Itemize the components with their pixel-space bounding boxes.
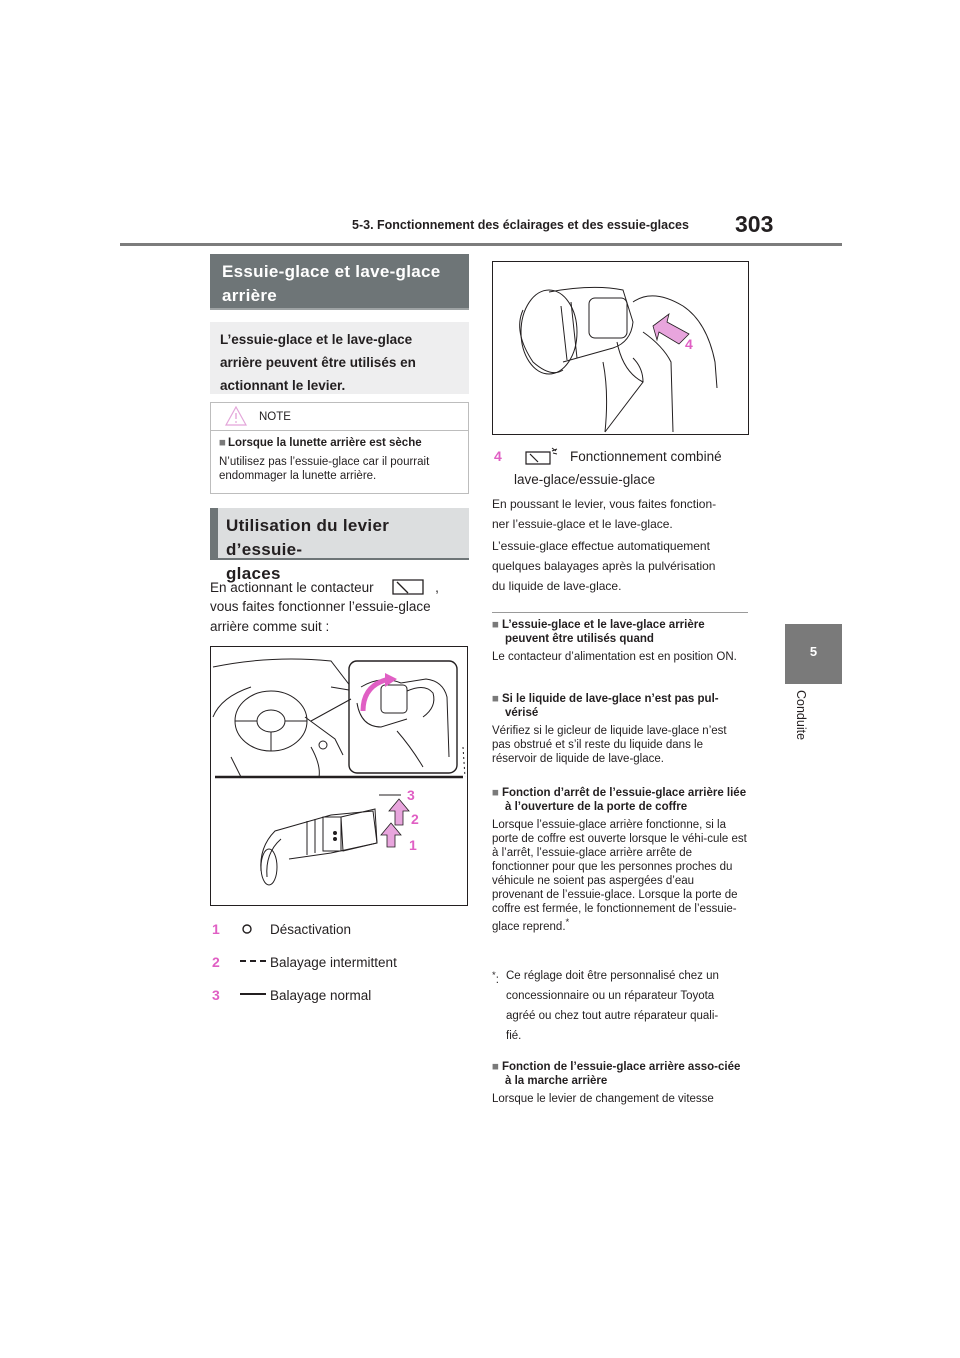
rear-wiper-switch-icon	[391, 576, 425, 596]
chapter-tab-label-wrap	[792, 690, 812, 770]
note-header	[211, 403, 468, 431]
intro-line-1: En actionnant le contacteur ,	[210, 576, 439, 598]
info-section-usage: ■ L’essuie-glace et le lave-glace arrière peuvent être utilisés quand Le contacteur d’alimentation est en position ON.	[492, 619, 737, 663]
info-line: actionnant le levier.	[220, 378, 346, 393]
chapter-tab-label: Conduite	[794, 690, 808, 741]
callout-3: 3	[407, 787, 415, 803]
combined-paragraph-1: En poussant le levier, vous faites fonction- ner l’essuie-glace et le lave-glace.	[492, 497, 717, 531]
legend-item-intermittent: 2 Balayage intermittent	[212, 954, 397, 970]
chapter-tab: 5	[785, 624, 842, 684]
info-section-reverse: ■ Fonction de l’essuie-glace arrière asso-ciée à la marche arrière Lorsque le levier de changement de vitesse	[492, 1061, 741, 1105]
legend-item-off: 1 Désactivation	[212, 921, 352, 937]
info-section-door-stop: ■ Fonction d’arrêt de l’essuie-glace arrière liée à l’ouverture de la porte de coffre Lorsque l’essuie-glace arrière fonctionne, si la porte de coffre est ouverte lorsque le véhi-cule est à l’arrêt, l’essuie-glace arrière arrête de fonctionner pour que les personnes proches du véhicule ne soient pas aspergées d’eau provenant de l’essuie-glace. Lorsque la porte de coffre est fermée, le fonctionnement de l’essuie-glace reprend.*	[492, 787, 747, 933]
note-subtitle: ■ Lorsque la lunette arrière est sèche	[219, 437, 422, 449]
section-divider	[492, 612, 748, 613]
footnote: *: Ce réglage doit être personnalisé chez un concessionnaire ou un réparateur Toyota agréé ou chez tout autre réparateur quali- fié.	[492, 970, 719, 1042]
bullet-square-icon: ■	[492, 1061, 499, 1073]
bullet-square-icon: ■	[492, 693, 499, 705]
note-box	[210, 402, 469, 494]
lever-push-illustration	[493, 262, 748, 434]
bullet-square-icon: ■	[492, 787, 499, 799]
item4-line-2: lave-glace/essuie-glace	[514, 472, 656, 487]
header-divider	[120, 243, 842, 246]
info-box	[210, 322, 469, 394]
section-heading-line: Essuie-glace et lave-glace	[222, 262, 441, 281]
section-heading-wiper-lever	[210, 508, 469, 583]
section-heading-line: Utilisation du levier d’essuie-	[226, 516, 390, 559]
callout-1: 1	[409, 837, 417, 853]
callout-4: 4	[685, 336, 693, 352]
dashboard-lever-illustration	[211, 647, 467, 905]
info-line: arrière peuvent être utilisés en	[220, 355, 416, 370]
chapter-title: 5-3. Fonctionnement des éclairages et des essuie-glaces	[352, 218, 689, 232]
info-line: L’essuie-glace et le lave-glace	[220, 332, 413, 347]
solid-line-icon	[240, 988, 270, 1002]
warning-icon	[225, 406, 247, 426]
combined-paragraph-2: L’essuie-glace effectue automatiquement quelques balayages après la pulvérisation du liquide de lave-glace.	[492, 539, 716, 593]
washer-lever-figure	[492, 261, 749, 435]
rear-wiper-lever-figure	[210, 646, 468, 906]
washer-wiper-icon	[522, 446, 560, 466]
info-section-no-spray: ■ Si le liquide de lave-glace n’est pas pul-vérisé Vérifiez si le gicleur de liquide lave-glace n’est pas obstrué et s’il reste du liquide dans le réservoir de liquide de lave-glace.	[492, 693, 727, 765]
note-text: N’utilisez pas l’essuie-glace car il pourrait endommager la lunette arrière.	[219, 456, 430, 482]
intro-line-2: vous faites fonctionner l’essuie-glace	[210, 599, 431, 614]
bullet-square-icon: ■	[492, 619, 499, 631]
callout-2: 2	[411, 811, 419, 827]
bullet-square-icon: ■	[219, 437, 226, 449]
page-number: 303	[735, 211, 774, 237]
off-circle-icon	[240, 922, 270, 936]
dashed-line-icon	[240, 955, 270, 969]
section-heading-rear-wiper	[210, 254, 469, 308]
intro-line-3: arrière comme suit :	[210, 619, 330, 634]
legend-item-normal: 3 Balayage normal	[212, 987, 372, 1003]
section-heading-line: glaces	[226, 564, 281, 583]
section-heading-line: arrière	[222, 286, 278, 305]
note-label: NOTE	[259, 411, 291, 423]
legend-item-combined: 4 Fonctionnement combiné	[494, 448, 722, 464]
footnote-ref: *	[565, 917, 570, 928]
